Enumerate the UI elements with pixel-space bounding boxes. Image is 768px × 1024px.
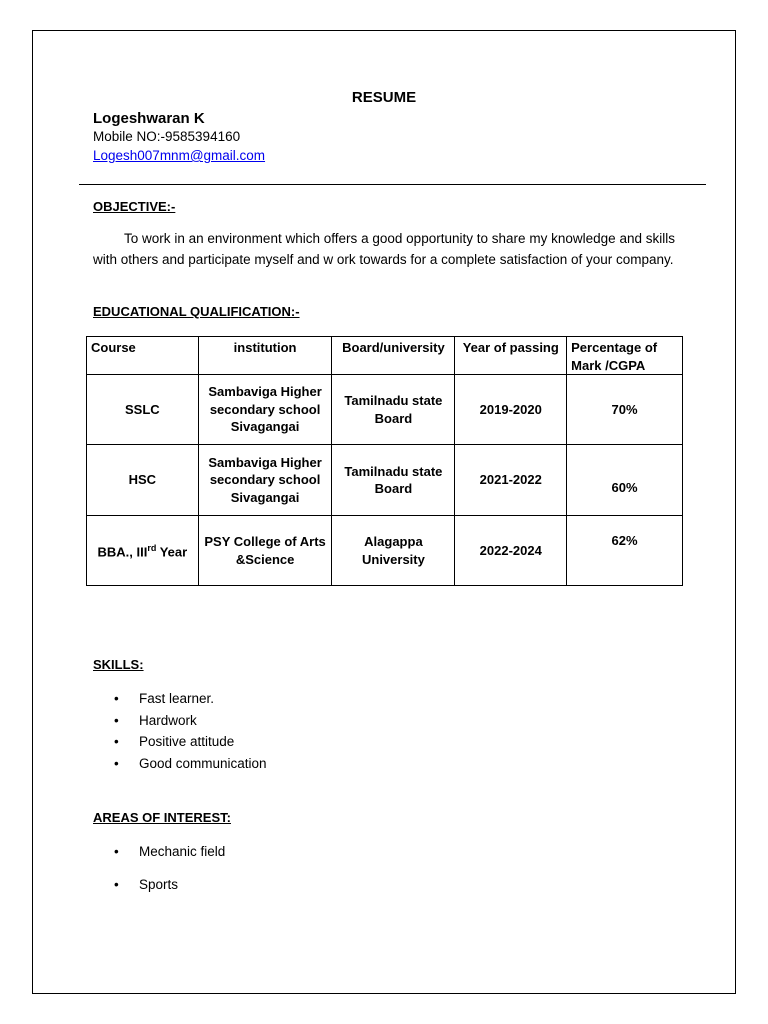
skill-label: Good communication [139,755,267,771]
board-cell: Tamilnadu state Board [332,375,455,445]
year-cell: 2021-2022 [455,445,567,516]
table-row [87,516,683,586]
table-row [87,445,683,516]
candidate-name: Logeshwaran K [93,110,205,127]
table-row [87,375,683,445]
column-header-board: Board/university [332,337,455,375]
email-link[interactable]: Logesh007mnm@gmail.com [93,148,266,163]
column-header-institution: institution [198,337,332,375]
institution-cell: Sambaviga Higher secondary school Sivagangai [198,445,332,516]
education-heading: EDUCATIONAL QUALIFICATION:- [93,304,300,319]
header-divider [79,184,706,185]
skills-heading: SKILLS: [93,657,144,672]
course-cell: SSLC [87,375,199,445]
interest-label: Sports [139,877,179,892]
column-header-course: Course [87,337,199,375]
board-cell: Tamilnadu state Board [332,445,455,516]
skill-label: Positive attitude [139,734,235,749]
course-superscript: rd [147,543,157,554]
institution-cell: PSY College of Arts &Science [198,516,332,586]
board-cell: Alagappa University [332,516,455,586]
course-suffix: Year [156,544,188,560]
course-cell: HSC [87,445,199,516]
year-cell: 2019-2020 [455,375,567,445]
page-title: RESUME [351,89,417,106]
education-table [86,336,683,586]
objective-heading: OBJECTIVE:- [93,199,176,214]
skill-label: Hardwork [139,712,197,728]
percentage-cell: 60% [567,445,683,516]
percentage-cell: 62% [567,516,683,586]
course-cell [87,516,199,586]
bullet-icon: • [114,877,119,892]
percentage-cell: 70% [567,375,683,445]
interests-heading: AREAS OF INTEREST: [93,810,231,825]
bullet-icon: • [114,734,119,749]
course-text: BBA., III [97,544,148,560]
interest-label: Mechanic field [139,844,226,859]
institution-cell: Sambaviga Higher secondary school Sivagangai [198,375,332,445]
skill-label: Fast learner. [139,691,215,706]
objective-text: To work in an environment which offers a good opportunity to share my knowledge and skills with others and participate myself and w ork towards for a complete satisfaction of your company. [93,231,675,267]
table-header-row [87,337,683,375]
bullet-icon: • [114,844,119,859]
bullet-icon: • [114,755,119,771]
bullet-icon: • [114,691,119,706]
bullet-icon: • [114,712,119,728]
column-header-percentage: Percentage of Mark /CGPA [567,337,683,375]
year-cell: 2022-2024 [455,516,567,586]
mobile-number: Mobile NO:-9585394160 [93,129,241,144]
column-header-year: Year of passing [455,337,567,375]
